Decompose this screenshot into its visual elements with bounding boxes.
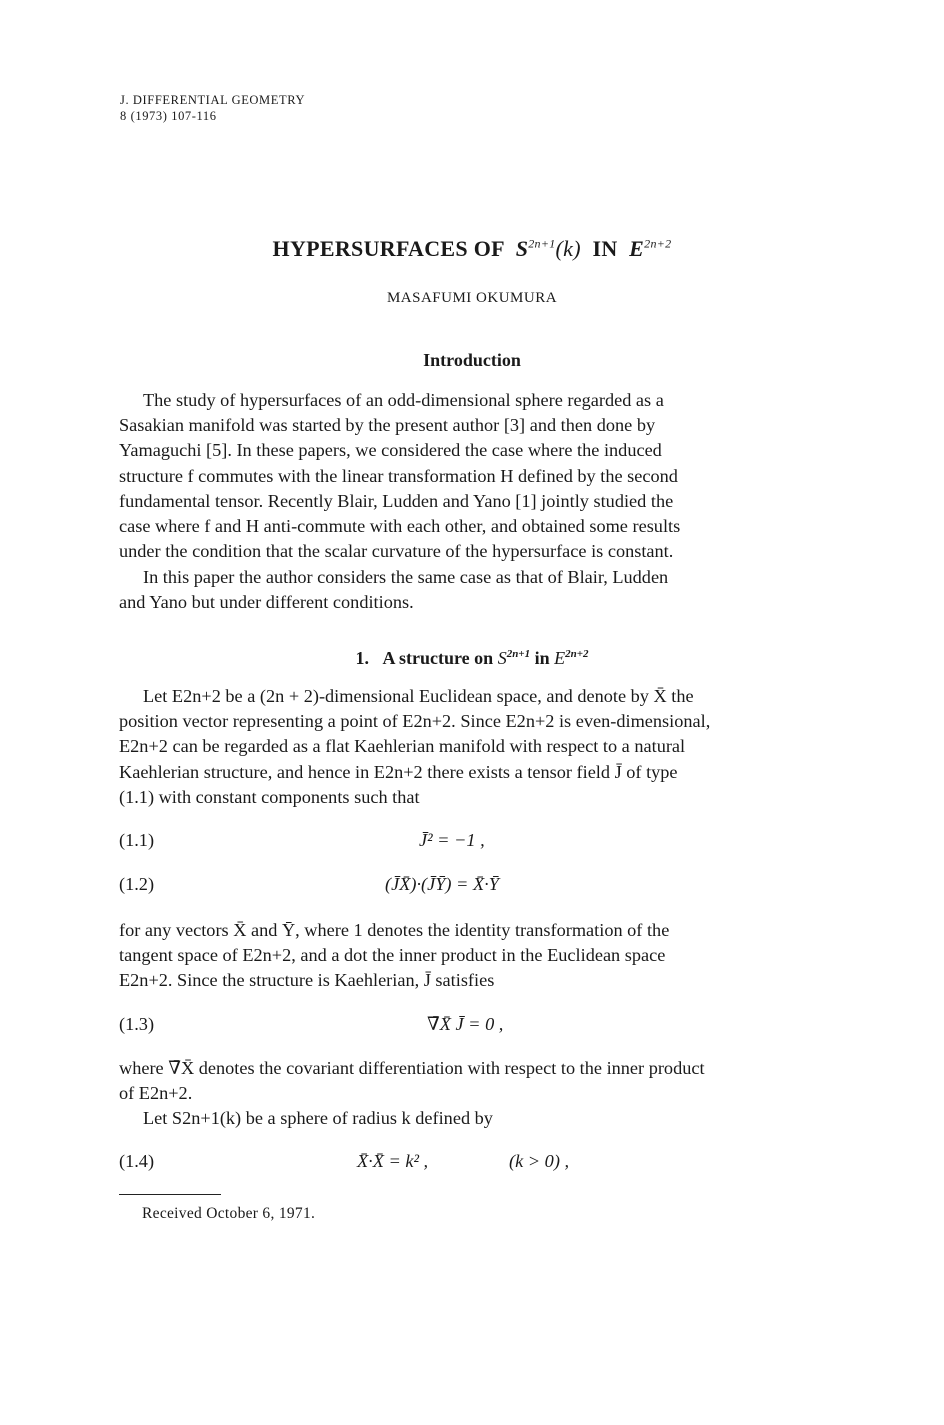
section-1-paragraph-4 bbox=[119, 1106, 830, 1131]
intro-paragraph-1 bbox=[119, 388, 830, 564]
equation-expression: (J̄X̄)·(J̄Ȳ) = X̄·Ȳ bbox=[385, 874, 499, 894]
journal-header bbox=[120, 92, 305, 124]
s1-p2-line: for any vectors X̄ and Ȳ, where 1 denotes the identity transformation of the bbox=[119, 920, 670, 940]
s1-p2-line: E2n+2. Since the structure is Kaehlerian, J̄ satisfies bbox=[119, 970, 495, 991]
equation-condition: (k > 0) , bbox=[509, 1151, 570, 1171]
intro-p1-line: case where f and H anti-commute with each other, and obtained some results bbox=[119, 516, 681, 537]
intro-p1-line: The study of hypersurfaces of an odd-dimensional sphere regarded as a bbox=[143, 390, 664, 410]
intro-p2-line: and Yano but under different conditions. bbox=[119, 592, 414, 613]
intro-p1-line: structure f commutes with the linear transformation H defined by the second bbox=[119, 465, 678, 486]
intro-p1-line: fundamental tensor. Recently Blair, Ludden and Yano [1] jointly studied the bbox=[119, 490, 674, 511]
footnote-received: Received October 6, 1971. bbox=[142, 1205, 316, 1222]
journal-name: J. DIFFERENTIAL GEOMETRY bbox=[120, 93, 306, 107]
paper-author: MASAFUMI OKUMURA bbox=[386, 290, 558, 306]
footnote-rule bbox=[119, 1194, 221, 1195]
intro-p1-line: Sasakian manifold was started by the present author [3] and then done by bbox=[119, 415, 656, 436]
equation-number: (1.4) bbox=[119, 1151, 155, 1171]
equation-expression: X̄·X̄ = k² , bbox=[357, 1151, 429, 1171]
intro-p2-line: In this paper the author considers the same case as that of Blair, Ludden bbox=[143, 567, 669, 587]
section-1-heading: 1. A structure on $S^{2n+1}$ in $E^{2n+2}$ bbox=[355, 648, 589, 668]
equation-number: (1.3) bbox=[119, 1014, 155, 1034]
intro-p1-line: Yamaguchi [5]. In these papers, we considered the case where the induced bbox=[119, 440, 662, 461]
journal-citation: 8 (1973) 107-116 bbox=[120, 109, 217, 123]
equation-expression: J̄² = −1 , bbox=[419, 830, 485, 850]
s1-p1-line: E2n+2 can be regarded as a flat Kaehlerian manifold with respect to a natural bbox=[119, 736, 686, 757]
intro-heading: Introduction bbox=[423, 350, 521, 370]
section-1-paragraph-1 bbox=[119, 684, 830, 810]
paper-title: HYPERSURFACES OF $S^{2n+1}(k)$ IN $E^{2n+2}$ bbox=[272, 236, 672, 261]
equation-number: (1.1) bbox=[119, 830, 155, 850]
equation-number: (1.2) bbox=[119, 874, 155, 894]
equation-1-1 bbox=[119, 830, 830, 856]
s1-p1-line: Kaehlerian structure, and hence in E2n+2 there exists a tensor field J̄ of type bbox=[119, 761, 678, 782]
s1-p1-line: (1.1) with constant components such that bbox=[119, 786, 420, 807]
equation-expression: ∇̄X̄ J̄ = 0 , bbox=[427, 1014, 504, 1034]
s1-p4-line: Let S2n+1(k) be a sphere of radius k defined by bbox=[143, 1108, 493, 1128]
s1-p3-line: of E2n+2. bbox=[119, 1083, 193, 1104]
s1-p1-line: Let E2n+2 be a (2n + 2)-dimensional Euclidean space, and denote by X̄ the bbox=[143, 686, 694, 706]
section-1-paragraph-2 bbox=[119, 918, 830, 994]
s1-p1-line: position vector representing a point of E2n+2. Since E2n+2 is even-dimensional, bbox=[119, 711, 711, 732]
equation-1-4 bbox=[119, 1151, 830, 1177]
section-1-paragraph-3 bbox=[119, 1056, 830, 1106]
equation-1-3 bbox=[119, 1014, 830, 1040]
equation-1-2 bbox=[119, 874, 830, 900]
s1-p3-line: where ∇̄X̄ denotes the covariant differentiation with respect to the inner product bbox=[119, 1058, 705, 1078]
intro-paragraph-2 bbox=[119, 565, 830, 615]
intro-p1-line: under the condition that the scalar curvature of the hypersurface is constant. bbox=[119, 541, 674, 562]
s1-p2-line: tangent space of E2n+2, and a dot the inner product in the Euclidean space bbox=[119, 945, 666, 966]
